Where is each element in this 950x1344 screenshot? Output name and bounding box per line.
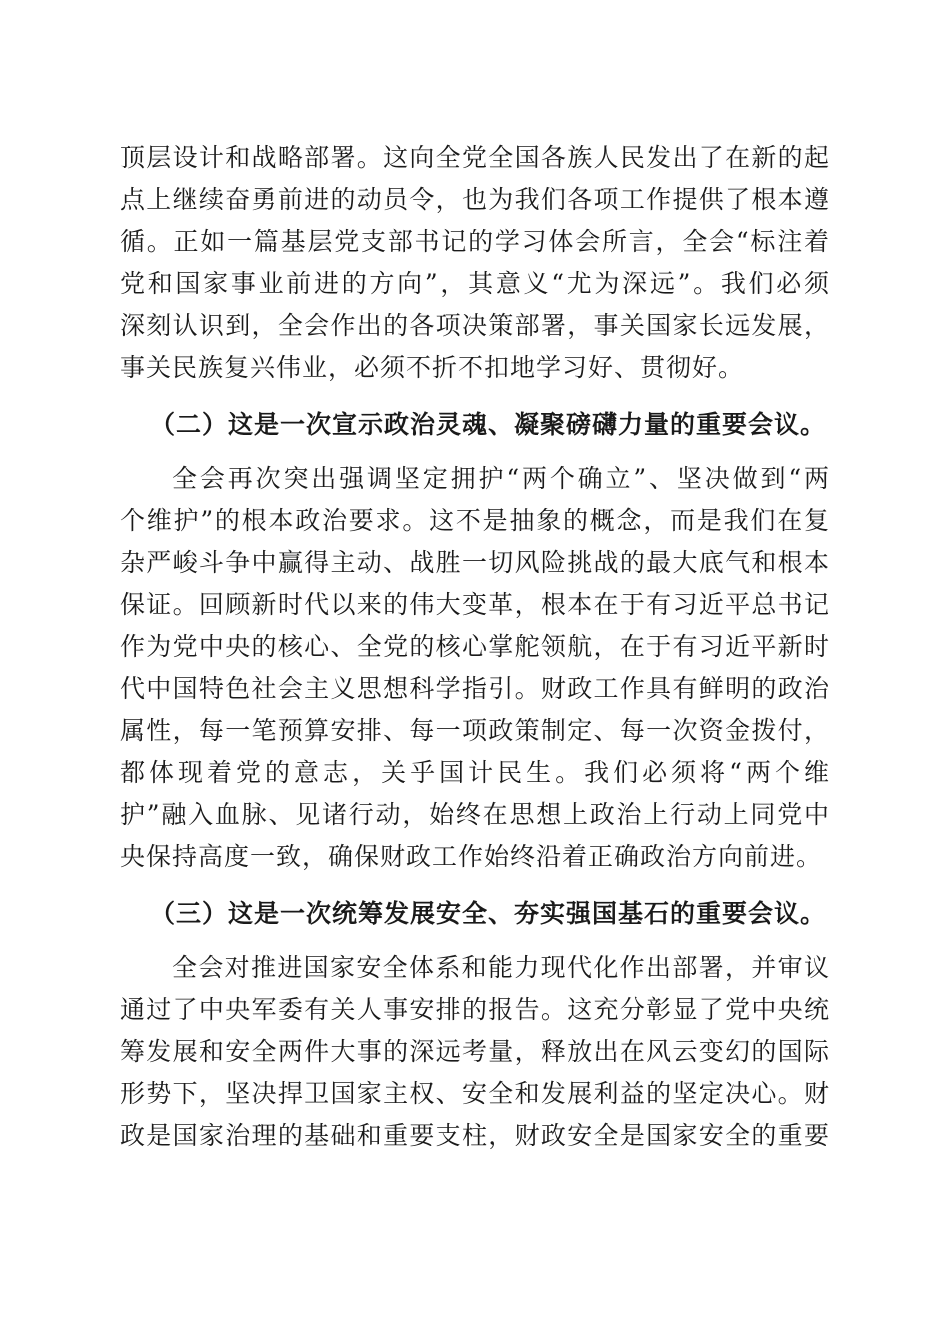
paragraph-2-line-6: 代中国特色社会主义思想科学指引。财政工作具有鲜明的政治: [120, 674, 830, 703]
paragraph-2-line-8: 都体现着党的意志，关乎国计民生。我们必须将“两个维: [120, 758, 830, 787]
section-heading-2: [120, 404, 830, 446]
paragraph-1-line-2: 点上继续奋勇前进的动员令，也为我们各项工作提供了根本遵: [120, 185, 830, 214]
paragraph-3-line-5: 政是国家治理的基础和重要支柱，财政安全是国家安全的重要: [120, 1121, 830, 1150]
paragraph-3-line-4: 形势下，坚决捍卫国家主权、安全和发展利益的坚定决心。财: [120, 1079, 830, 1108]
paragraph-1-line-4: 党和国家事业前进的方向”，其意义“尤为深远”。我们必须: [120, 269, 830, 298]
paragraph-3: [120, 947, 830, 1157]
paragraph-2-line-4: 保证。回顾新时代以来的伟大变革，根本在于有习近平总书记: [120, 590, 830, 619]
paragraph-2-line-10: 央保持高度一致，确保财政工作始终沿着正确政治方向前进。: [120, 842, 823, 871]
paragraph-3-line-2: 通过了中央军委有关人事安排的报告。这充分彰显了党中央统: [120, 995, 830, 1024]
paragraph-2-line-3: 杂严峻斗争中赢得主动、战胜一切风险挑战的最大底气和根本: [120, 548, 830, 577]
paragraph-3-line-3: 筹发展和安全两件大事的深远考量，释放出在风云变幻的国际: [120, 1037, 830, 1066]
paragraph-2-line-7: 属性，每一笔预算安排、每一项政策制定、每一次资金拨付，: [120, 716, 830, 745]
heading-2-text: （二）这是一次宣示政治灵魂、凝聚磅礴力量的重要会议。: [150, 410, 827, 439]
paragraph-2-line-5: 作为党中央的核心、全党的核心掌舵领航，在于有习近平新时: [120, 632, 830, 661]
paragraph-1-line-3: 循。正如一篇基层党支部书记的学习体会所言，全会“标注着: [120, 227, 830, 256]
section-heading-3: [120, 893, 830, 935]
paragraph-2: [120, 458, 830, 878]
paragraph-1: [120, 137, 830, 389]
paragraph-2-line-2: 个维护”的根本政治要求。这不是抽象的概念，而是我们在复: [120, 506, 830, 535]
paragraph-2-line-1: 全会再次突出强调坚定拥护“两个确立”、坚决做到“两: [172, 464, 830, 493]
paragraph-1-line-6: 事关民族复兴伟业，必须不折不扣地学习好、贯彻好。: [120, 353, 745, 382]
paragraph-2-line-9: 护”融入血脉、见诸行动，始终在思想上政治上行动上同党中: [120, 800, 830, 829]
heading-3-text: （三）这是一次统筹发展安全、夯实强国基石的重要会议。: [150, 899, 827, 928]
paragraph-1-line-1: 顶层设计和战略部署。这向全党全国各族人民发出了在新的起: [120, 143, 830, 172]
paragraph-3-line-1: 全会对推进国家安全体系和能力现代化作出部署，并审议: [172, 953, 830, 982]
paragraph-1-line-5: 深刻认识到，全会作出的各项决策部署，事关国家长远发展，: [120, 311, 830, 340]
